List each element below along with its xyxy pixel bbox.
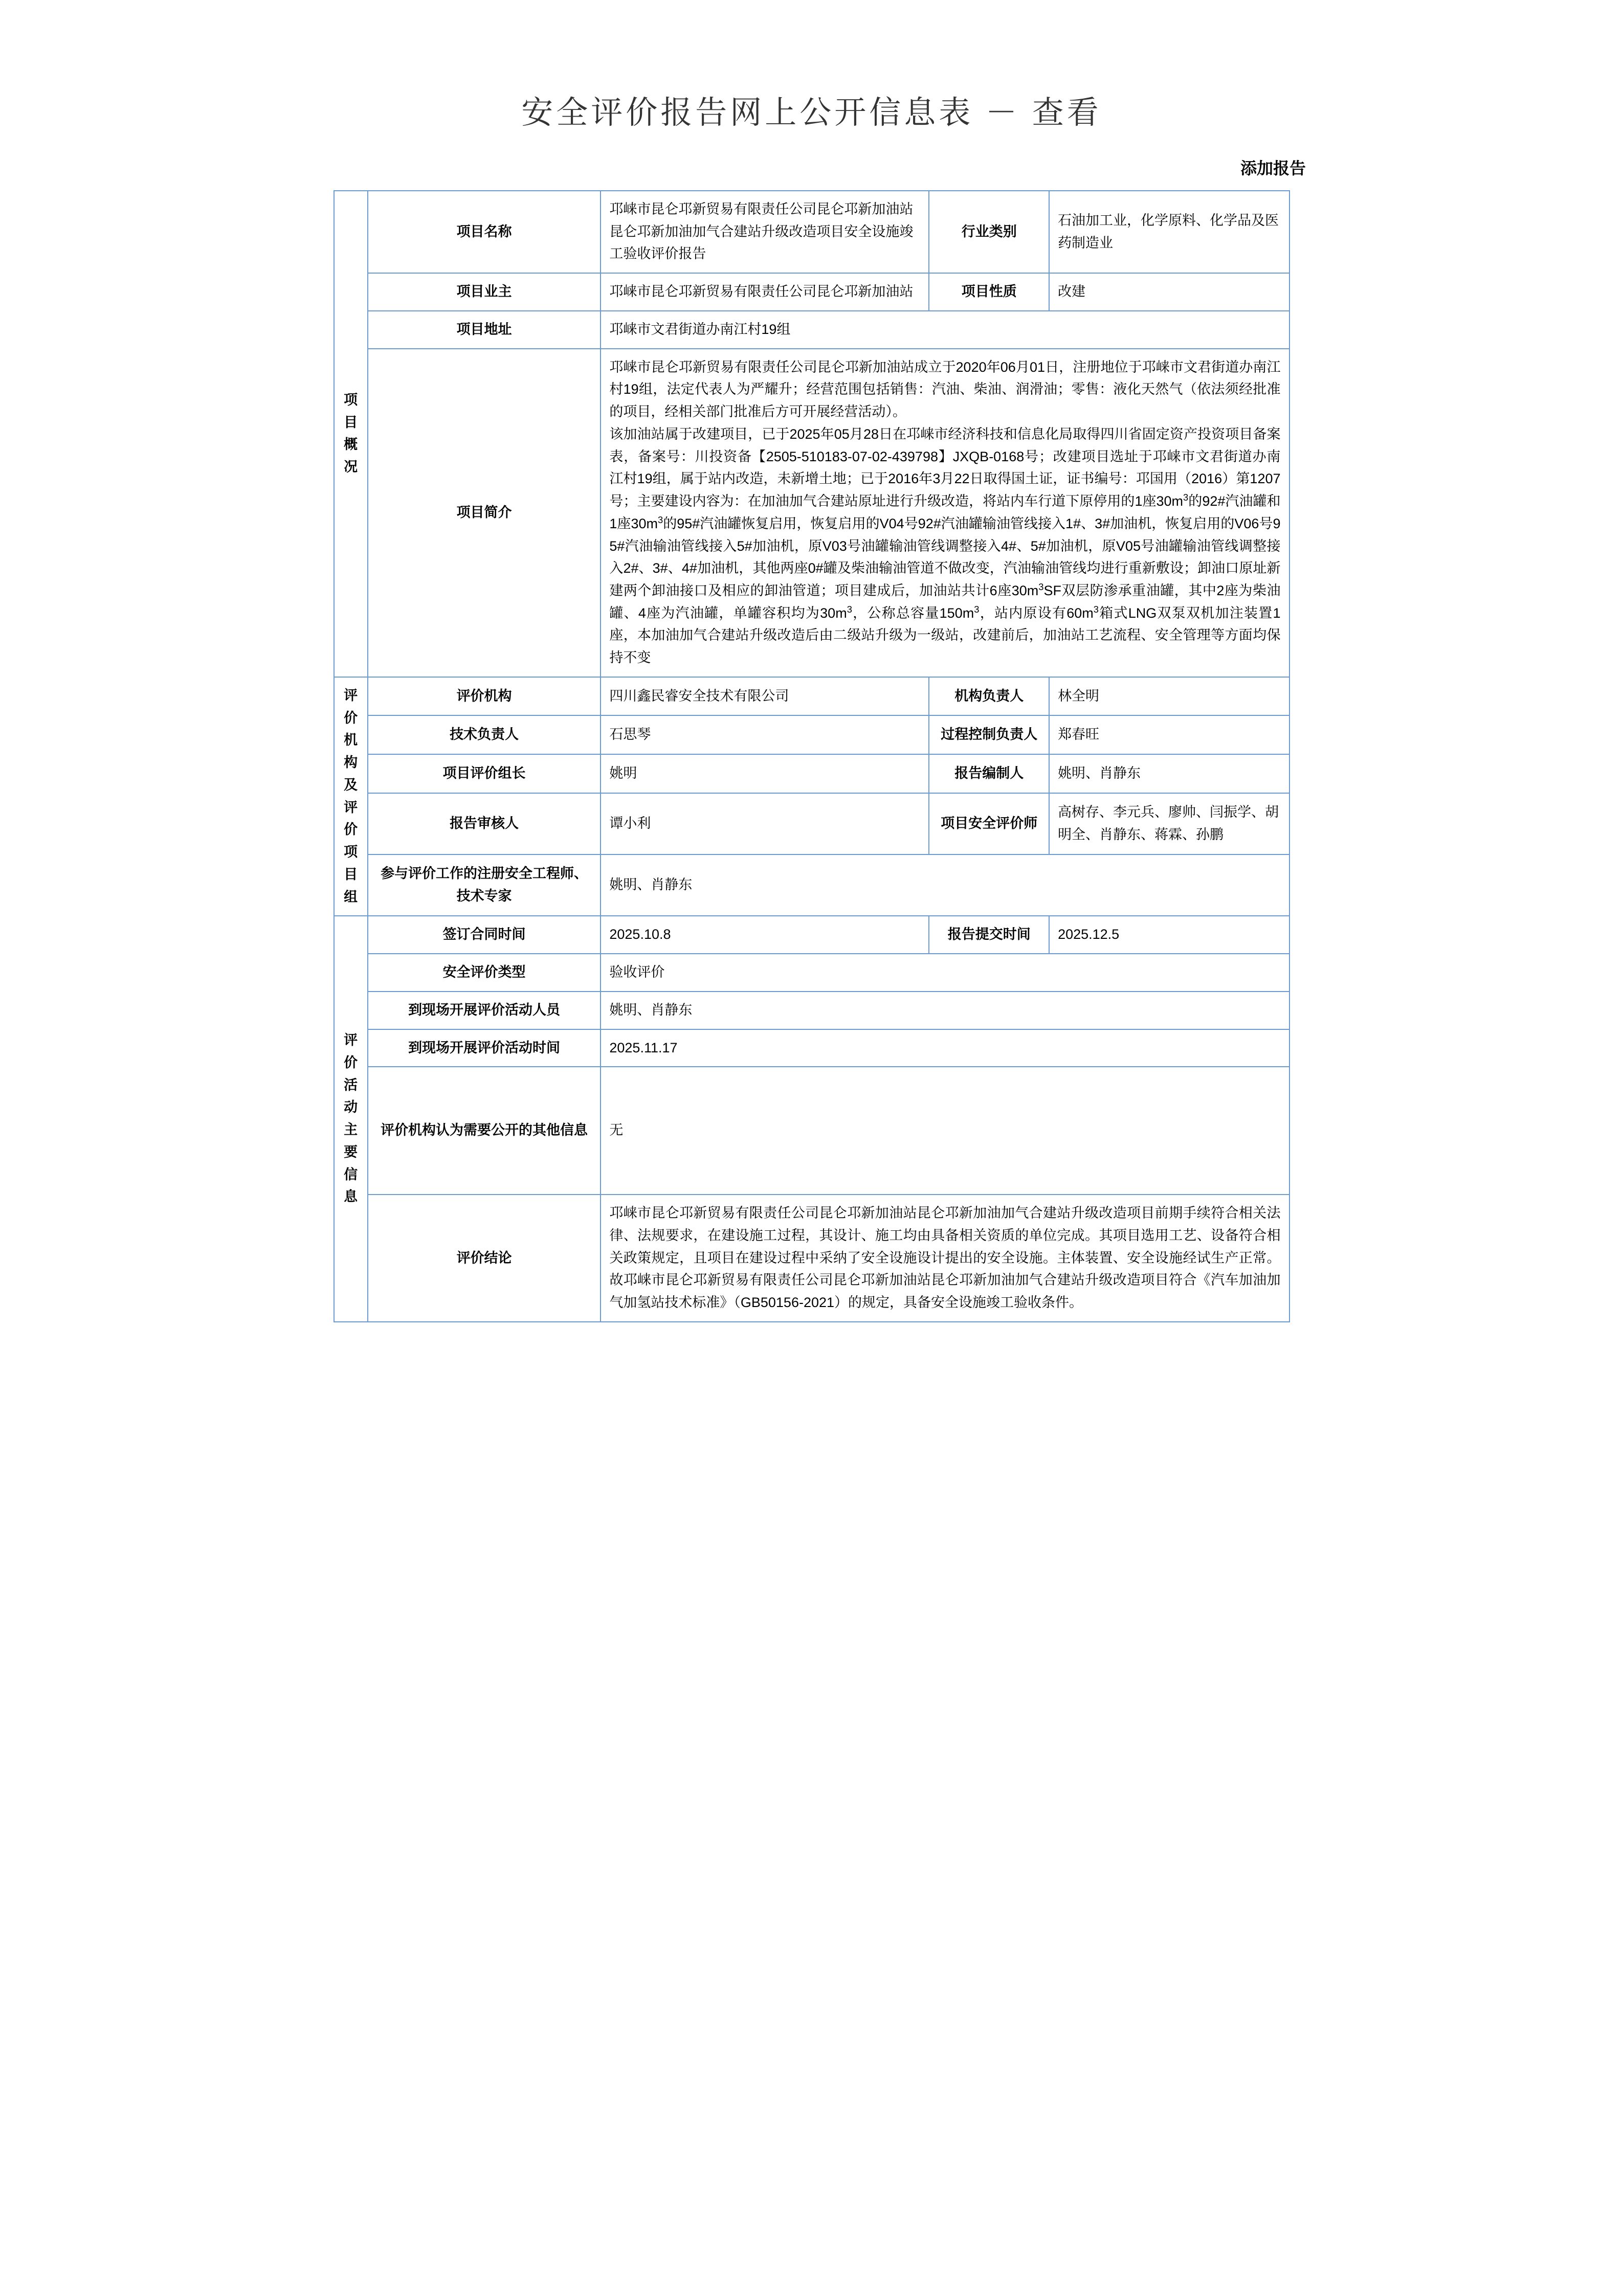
table-row: [334, 1067, 1289, 1195]
section-label-overview: 项 目 概 况: [334, 191, 368, 677]
value-reviewer: 谭小利: [601, 793, 929, 854]
label-industry: 行业类别: [929, 191, 1049, 273]
value-registered-engineers: 姚明、肖静东: [601, 854, 1289, 916]
table-row: [334, 854, 1289, 916]
table-row: [334, 754, 1289, 793]
label-address: 项目地址: [368, 311, 601, 349]
label-eval-type: 安全评价类型: [368, 954, 601, 992]
value-team-leader: 姚明: [601, 754, 929, 793]
value-onsite-people: 姚明、肖静东: [601, 992, 1289, 1029]
label-onsite-people: 到现场开展评价活动人员: [368, 992, 601, 1029]
report-info-table: [334, 190, 1290, 1322]
value-org-head: 林全明: [1049, 677, 1289, 716]
table-row: [334, 191, 1289, 273]
intro-part-c: 的95#汽油罐恢复启用，恢复启用的V04号92#汽油罐输油管线接入1#、3#加油机，恢复启用的V06号95#汽油输油管线接入5#加油机，原V03号油罐输油管线调整接入4#、5#加油机，原V05号油罐输油管线调整接入2#、3#、4#加油机，其他两座0#罐及柴油输油管道不做改变，汽油输油管线均进行重新敷设；卸油口原址新建两个卸油接口及相应的卸油管道；项目建成后，加油站共计6座30m: [609, 515, 1281, 599]
cube-6: 3: [1093, 603, 1099, 615]
intro-paragraph-2: [609, 423, 1280, 669]
label-intro: 项目简介: [368, 349, 601, 677]
value-contract-date: 2025.10.8: [601, 916, 929, 954]
label-agency-org: 评价机构: [368, 677, 601, 716]
toolbar: [0, 155, 1623, 179]
label-tech-head: 技术负责人: [368, 715, 601, 754]
table-row: [334, 1195, 1289, 1322]
label-process-head: 过程控制负责人: [929, 715, 1049, 754]
value-intro: [601, 349, 1289, 677]
page-title: 安全评价报告网上公开信息表 － 查看: [521, 95, 1102, 130]
value-nature: 改建: [1049, 273, 1289, 311]
cube-2: 3: [657, 514, 663, 525]
value-safety-engineer: 高树存、李元兵、廖帅、闫振学、胡明全、肖静东、蒋霖、孙鹏: [1049, 793, 1289, 854]
section-label-activity: 评 价 活 动 主 要 信 息: [334, 916, 368, 1322]
value-conclusion: [601, 1195, 1289, 1322]
label-owner: 项目业主: [368, 273, 601, 311]
value-submit-date: 2025.12.5: [1049, 916, 1289, 954]
label-project-name: 项目名称: [368, 191, 601, 273]
intro-paragraph-1: 邛崃市昆仑邛新贸易有限责任公司昆仑邛新加油站成立于2020年06月01日，注册地位于邛崃市文君街道办南江村19组，法定代表人为严耀升；经营范围包括销售：汽油、柴油、润滑油；零售：液化天然气（依法须经批准的项目，经相关部门批准后方可开展经营活动）。: [609, 359, 1281, 420]
label-team-leader: 项目评价组长: [368, 754, 601, 793]
value-other-info: 无: [601, 1067, 1289, 1195]
section-label-agency: 评 价 机 构 及 评 价 项 目 组: [334, 677, 368, 916]
conclusion-paragraph: 邛崃市昆仑邛新贸易有限责任公司昆仑邛新加油站昆仑邛新加油加气合建站升级改造项目前期手续符合相关法律、法规要求，在建设施工过程，其设计、施工均由具备相关资质的单位完成。其项目选用工艺、设备符合相关政策规定，且项目在建设过程中采纳了安全设施设计提出的安全设施。主体装置、安全设施经试生产正常。故邛崃市昆仑邛新贸易有限责任公司昆仑邛新加油站昆仑邛新加油加气合建站升级改造项目符合《汽车加油加气加氢站技术标准》（GB50156-2021）的规定，具备安全设施竣工验收条件。: [609, 1205, 1281, 1311]
label-other-info: 评价机构认为需要公开的其他信息: [368, 1067, 601, 1195]
cube-3: 3: [1038, 581, 1044, 593]
table-row: [334, 1029, 1289, 1067]
value-project-name: 邛崃市昆仑邛新贸易有限责任公司昆仑邛新加油站昆仑邛新加油加气合建站升级改造项目安全设施竣工验收评价报告: [601, 191, 929, 273]
value-tech-head: 石思琴: [601, 715, 929, 754]
value-address: 邛崃市文君街道办南江村19组: [601, 311, 1289, 349]
label-contract-date: 签订合同时间: [368, 916, 601, 954]
table-row: [334, 311, 1289, 349]
table-row: [334, 793, 1289, 854]
table-row: [334, 273, 1289, 311]
label-registered-engineers: 参与评价工作的注册安全工程师、技术专家: [368, 854, 601, 916]
table-row: [334, 677, 1289, 716]
intro-part-e: ，公称总容量150m: [852, 605, 974, 621]
add-report-button[interactable]: 添加报告: [1240, 159, 1306, 177]
cube-4: 3: [847, 603, 852, 615]
value-report-writer: 姚明、肖静东: [1049, 754, 1289, 793]
intro-part-g: 箱式LNG双泵双机加注装置1座，本加油加气合建站升级改造后由二级站升级为一级站，改建前后，加油站工艺流程、安全管理等方面均保持不变: [609, 605, 1281, 666]
value-eval-type: 验收评价: [601, 954, 1289, 992]
label-safety-engineer: 项目安全评价师: [929, 793, 1049, 854]
table-row: [334, 715, 1289, 754]
value-industry: 石油加工业，化学原料、化学品及医药制造业: [1049, 191, 1289, 273]
table-row: [334, 916, 1289, 954]
label-onsite-time: 到现场开展评价活动时间: [368, 1029, 601, 1067]
value-agency-org: 四川鑫民睿安全技术有限公司: [601, 677, 929, 716]
cube-5: 3: [974, 603, 980, 615]
label-nature: 项目性质: [929, 273, 1049, 311]
value-process-head: 郑春旺: [1049, 715, 1289, 754]
label-submit-date: 报告提交时间: [929, 916, 1049, 954]
label-org-head: 机构负责人: [929, 677, 1049, 716]
table-row: [334, 992, 1289, 1029]
label-conclusion: 评价结论: [368, 1195, 601, 1322]
intro-part-d: SF双层防渗承重油罐，其中2座为柴油罐、4座为汽油罐，单罐容积均为30m: [609, 583, 1281, 621]
intro-part-b: 的92#汽油罐和1座30m: [609, 493, 1281, 531]
cube-1: 3: [1183, 492, 1189, 503]
table-row: [334, 954, 1289, 992]
value-onsite-time: 2025.11.17: [601, 1029, 1289, 1067]
value-owner: 邛崃市昆仑邛新贸易有限责任公司昆仑邛新加油站: [601, 273, 929, 311]
label-reviewer: 报告审核人: [368, 793, 601, 854]
table-row: [334, 349, 1289, 677]
intro-part-f: ，站内原设有60m: [979, 605, 1094, 621]
intro-part-a: 该加油站属于改建项目，已于2025年05月28日在邛崃市经济科技和信息化局取得四川省固定资产投资项目备案表，备案号：川投资备【2505-510183-07-02-439798】JXQB-0168号；改建项目选址于邛崃市文君街道办南江村19组，属于站内改造，未新增土地；已于2016年3月22日取得国土证，证书编号：邛国用（2016）第1207号；主要建设内容为：在加油加气合建站原址进行升级改造，将站内车行道下原停用的1座30m: [609, 426, 1281, 509]
label-report-writer: 报告编制人: [929, 754, 1049, 793]
